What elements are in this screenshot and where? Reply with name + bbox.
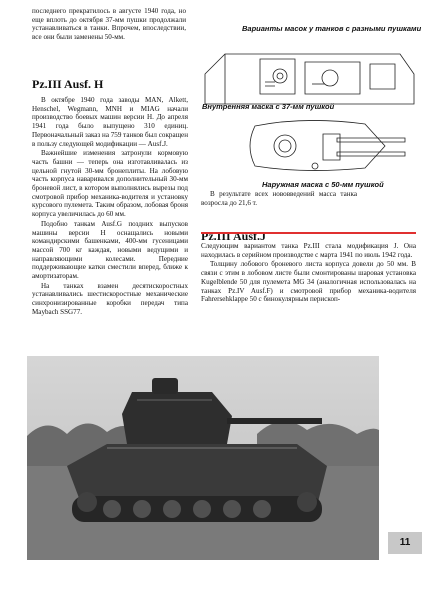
mantlet-figures: [200, 20, 422, 190]
paragraph: Толщину лобового броневого листа корпуса довели до 50 мм. В связи с этим в лобовом листе были смонтированы шаровая установка Kugelblende 50 для пулемета MG 34 (аналогичная использовалась на танках Pz.IV Ausf.F) и смотровой прибор механика-водителя Fahrersehklappe 50 с бинокулярным перископ-: [201, 260, 416, 304]
section-heading-ausf-h: Pz.III Ausf. H: [32, 77, 104, 91]
summary-paragraph: [201, 190, 357, 207]
tank-photo-illustration: [27, 356, 379, 560]
accent-rule: [201, 232, 416, 234]
figure-caption-37mm: Внутренняя маска с 37-мм пушкой: [202, 102, 335, 111]
paragraph: Следующим вариантом танка Pz.III стала модификация J. Она находилась в серийном производстве с марта 1941 по июль 1942 года.: [201, 242, 416, 259]
figure-caption-50mm: Наружная маска с 50-мм пушкой: [262, 180, 384, 189]
ausf-j-body: [201, 242, 416, 304]
ausf-h-body: [32, 96, 188, 317]
tank-photo: [27, 356, 379, 560]
summary-text: В результате всех нововведений масса танка возросла до 21,6 т.: [201, 190, 357, 207]
paragraph: В октябре 1940 года заводы MAN, Alkett, Henschel, Wegmann, MNH и MIAG начали производство боевых машин версии H. До апреля 1941 года было выпущено 310 единиц. Первоначальный заказ на 759 танков был сокращен в пользу следующей модификации — Ausf.J.: [32, 96, 188, 148]
turret-top-drawing: [245, 116, 415, 176]
page-number: 11: [388, 532, 422, 554]
paragraph: Подобно танкам Ausf.G поздних выпусков машины версии H оснащались новыми командирскими башенками, 400-мм гусеницами массой 700 кг каждая, новыми ведущими и направляющими колесами. Передние поддерживающие катки сместили вперед, ближе к амортизаторам.: [32, 219, 188, 281]
paragraph: Важнейшие изменения затронули кормовую часть башни — теперь она изготавливалась из цельной гнутой 30-мм бронеплиты. На лобовую часть корпуса наваривался дополнительный 30-мм броневой лист, в котором выполнялись вырезы под смотровой прибор механика-водителя и установку курсового пулемета. Таким образом, лобовая броня корпуса увеличилась до 60 мм.: [32, 149, 188, 219]
section-heading-ausf-j: Pz.III Ausf.J: [201, 229, 267, 243]
intro-text: последнего прекратилось в августе 1940 года, но еще вплоть до октября 37-мм пушки продолжали устанавливаться в танки. Впрочем, впоследствии, все они были заменены 50-мм.: [32, 7, 186, 42]
intro-paragraph: [32, 7, 186, 42]
figure-caption-variants: Варианты масок у танков с разными пушками: [242, 24, 422, 33]
paragraph: На танках взамен десятискоростных устанавливались шестискоростные механические синхронизированные коробки передач типа Maybach SSG77.: [32, 281, 188, 316]
